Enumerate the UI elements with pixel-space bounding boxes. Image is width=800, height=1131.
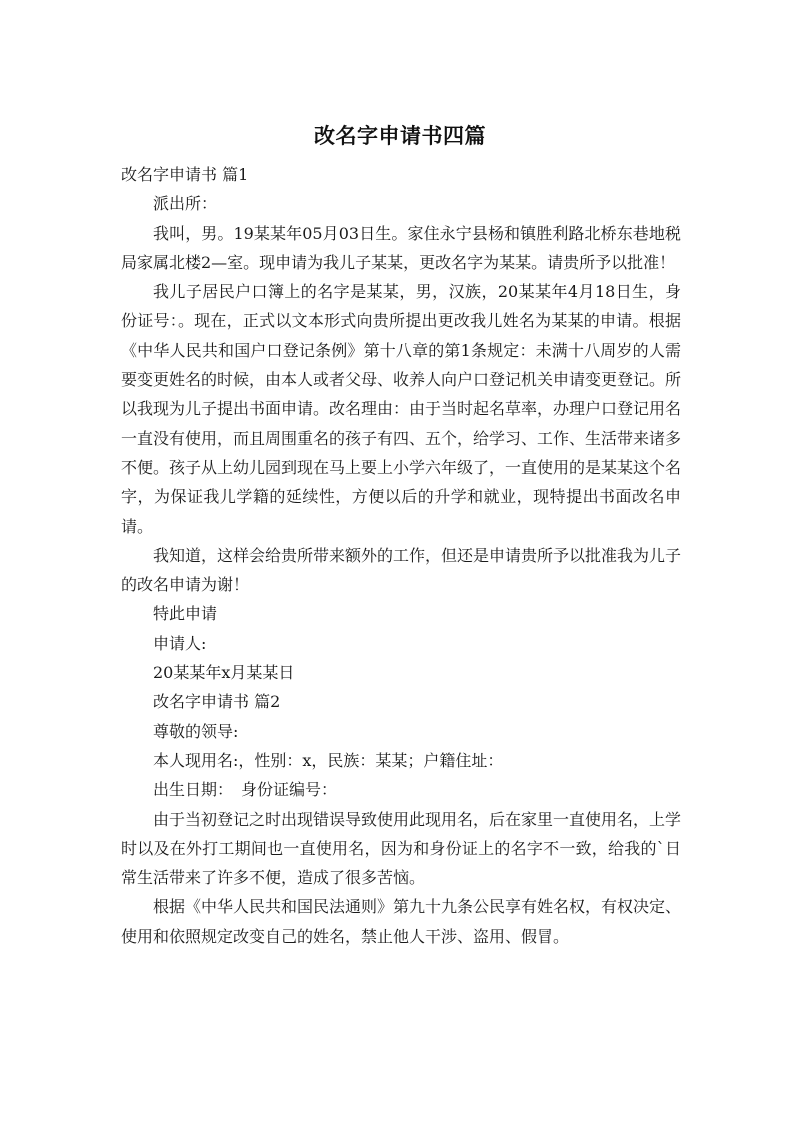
- date-line: 20某某年x月某某日: [153, 663, 295, 683]
- section-heading-1: 改名字申请书 篇1: [121, 165, 249, 184]
- paragraph: 我知道，这样会给贵所带来额外的工作，但还是申请贵所予以批准我为儿子的改名申请为谢！: [121, 545, 682, 595]
- applicant-line: 申请人:: [153, 633, 207, 653]
- closing-line: 特此申请: [153, 604, 218, 624]
- info-line: 出生日期： 身份证编号：: [153, 780, 338, 800]
- paragraph: 由于当初登记之时出现错误导致使用此现用名，后在家里一直使用名，上学时以及在外打工期间也一直使用名，因为和身份证上的名字不一致，给我的`日常生活带来了许多不便，造成了很多苦恼。: [121, 809, 682, 888]
- document-title: 改名字申请书四篇: [314, 124, 486, 148]
- paragraph: 根据《中华人民共和国民法通则》第九十九条公民享有姓名权，有权决定、使用和依照规定改变自己的姓名，禁止他人干涉、盗用、假冒。: [121, 897, 682, 946]
- section-heading-2: 改名字申请书 篇2: [153, 692, 281, 712]
- salutation-2: 尊敬的领导:: [153, 721, 239, 741]
- document-body: [121, 160, 681, 951]
- paragraph: 我叫，男。19某某年05月03日生。家住永宁县杨和镇胜利路北桥东巷地税局家属北楼2—室。现申请为我儿子某某，更改名字为某某。请贵所予以批准！: [121, 223, 681, 272]
- salutation-1: 派出所：: [153, 194, 218, 214]
- paragraph: 我儿子居民户口簿上的名字是某某，男，汉族，20某某年4月18日生，身份证号：。现在，正式以文本形式向贵所提出更改我儿姓名为某某的申请。根据《中华人民共和国户口登记条例》第十八章的第1条规定：未满十八周岁的人需要变更姓名的时候，由本人或者父母、收养人向户口登记机关申请变更登记。所以我现为儿子提出书面申请。改名理由：由于当时起名草率，办理户口登记用名一直没有使用，而且周围重名的孩子有四、五个，给学习、工作、生活带来诸多不便。孩子从上幼儿园到现在马上要上小学六年级了，一直使用的是某某这个名字，为保证我儿学籍的延续性，方便以后的升学和就业，现特提出书面改名申请。: [121, 282, 682, 536]
- info-line: 本人现用名:，性别：x，民族：某某；户籍住址：: [153, 750, 504, 770]
